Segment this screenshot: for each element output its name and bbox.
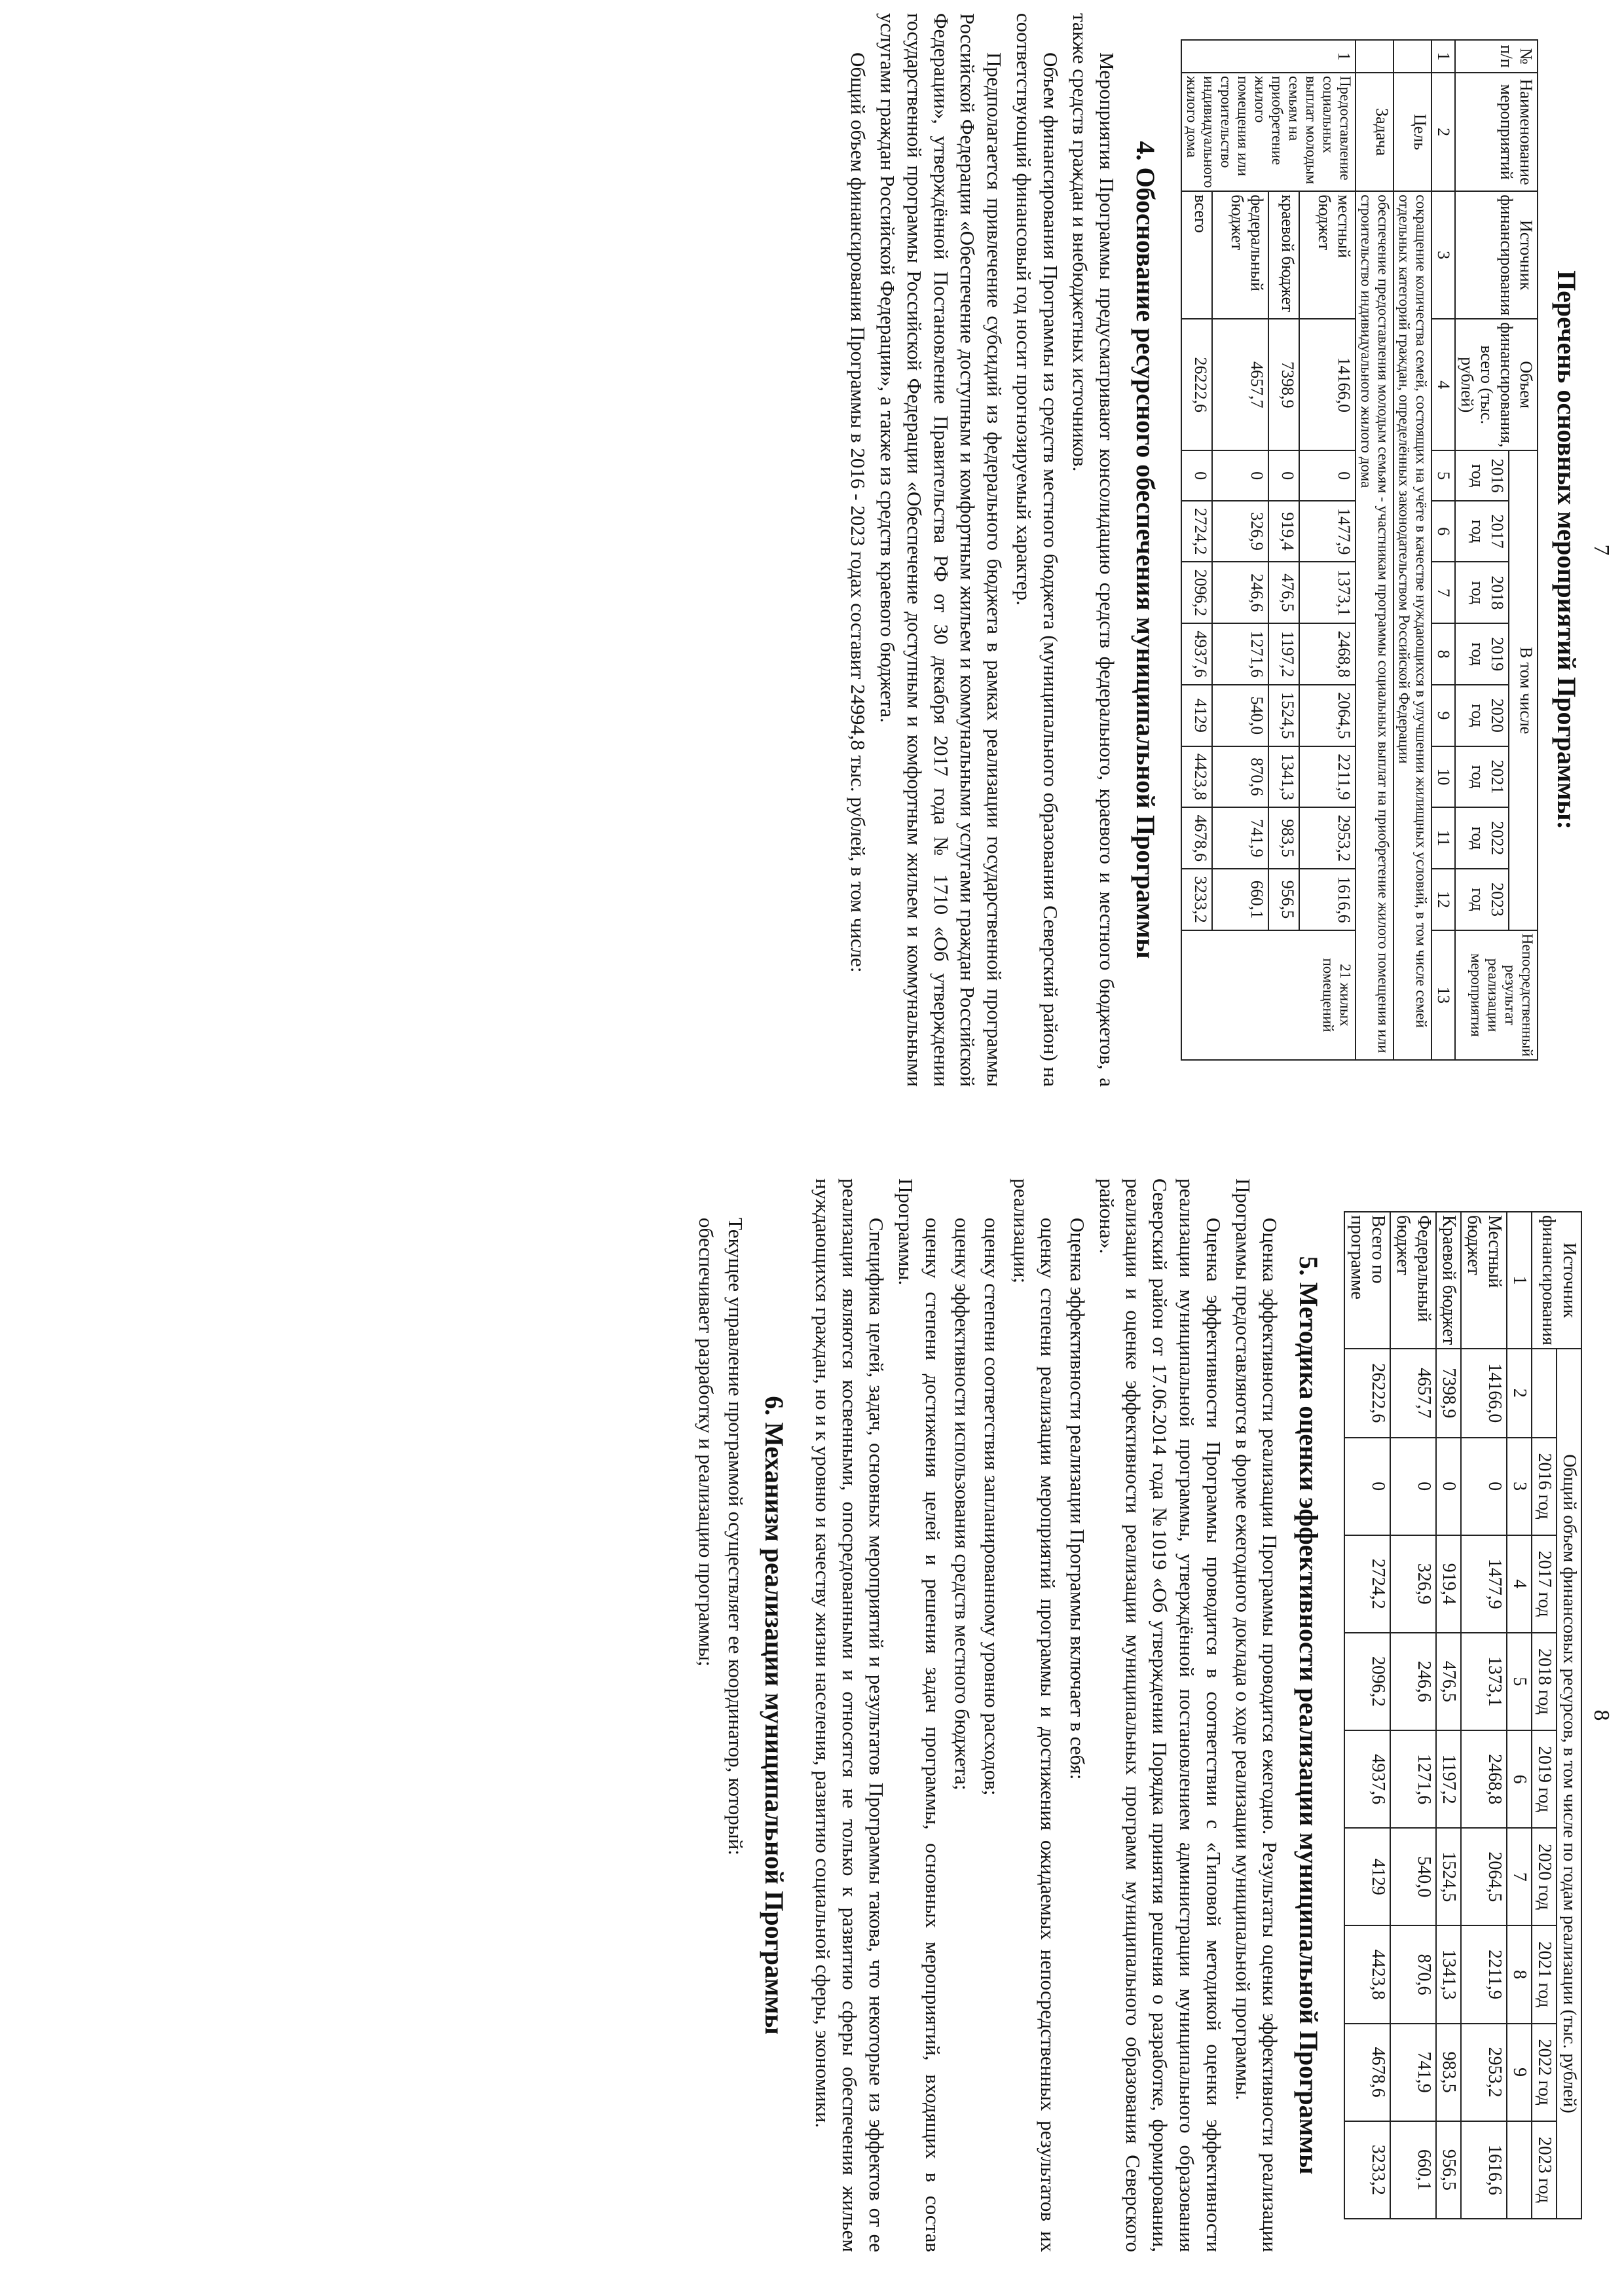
cell-value: 919,4 [1436, 1535, 1461, 1633]
paragraph: Предполагается привлечение субсидий из федерального бюджета в рамках реализации государственной программы Российской Федерации «Обеспечение доступным и комфортным жильем и коммунальными услугами граждан Российской Федерации», утверждённой Постановление Правительства РФ от 30 декабря 2017 года № 1710 «Об утверждении государственной программы Российской Федерации «Обеспечение доступным и комфортным жильем и коммунальными услугами граждан Российской Федерации», а также из средств краевого бюджета. [876, 13, 1006, 1087]
header-source: Источник финансирования [1532, 1212, 1581, 1349]
cell-value: 4423,8 [1344, 1925, 1390, 2023]
cell-value: 1271,6 [1390, 1730, 1436, 1828]
cell-value: 476,5 [1436, 1633, 1461, 1730]
cell-value: 1477,9 [1461, 1535, 1507, 1633]
cell-value: 0 [1344, 1438, 1390, 1535]
col-number: 4 [1431, 319, 1455, 450]
row-total: 26222,6 [1344, 1349, 1390, 1437]
paragraph: Специфика целей, задач, основных мероприятий и результатов Программы такова, что некоторые из эффектов от ее реализации являются косвенными, опосредованными и относятся не только к развитию сферы обеспечения жильем нуждающихся граждан, но и к уровню и качеству жизни населения, развитию социальной сферы, экономики. [811, 1178, 889, 2252]
cell-value: 1616,6 [1299, 869, 1356, 930]
row-total: 14166,0 [1461, 1349, 1507, 1437]
cell-value: 1271,6 [1212, 623, 1268, 685]
cell-value: 0 [1390, 1438, 1436, 1535]
cell-value: 1197,2 [1268, 623, 1299, 685]
cell-value: 1373,1 [1461, 1633, 1507, 1730]
header-year: 2021 год [1532, 1925, 1557, 2023]
cell-value: 2064,5 [1461, 1828, 1507, 1925]
cell-value: 2096,2 [1344, 1633, 1390, 1730]
table-row [1268, 40, 1299, 1060]
section-4-title: 4. Обоснование ресурсного обеспечения муниципальной Программы [1131, 141, 1160, 959]
page-7 [59, 13, 1617, 1087]
paragraph: оценку эффективности использования средств местного бюджета; [951, 1218, 974, 1791]
page-8 [59, 1178, 1617, 2252]
cell-value: 919,4 [1268, 501, 1299, 562]
cell-value: 1616,6 [1461, 2121, 1507, 2219]
cell-value: 2096,2 [1181, 562, 1212, 623]
cell-value: 246,6 [1390, 1633, 1436, 1730]
table-row [1461, 1212, 1507, 2219]
cell-value: 741,9 [1212, 807, 1268, 869]
cell-value: 4678,6 [1181, 807, 1212, 869]
col-number: 1 [1507, 1212, 1532, 1349]
row-source: Федеральный бюджет [1390, 1212, 1436, 1349]
cell-value: 956,5 [1436, 2121, 1461, 2219]
cell-value: 1341,3 [1436, 1925, 1461, 2023]
table-row [1299, 40, 1356, 1060]
header-year: 2021 год [1455, 746, 1509, 808]
table-row [1390, 1212, 1436, 2219]
row-source: Местный бюджет [1461, 1212, 1507, 1349]
cell-value: 0 [1268, 450, 1299, 500]
table-row [1436, 1212, 1461, 2219]
cell-value: 1373,1 [1299, 562, 1356, 623]
row-volume: 14166,0 [1299, 319, 1356, 450]
header-year: 2019 год [1532, 1730, 1557, 1828]
header-year: 2017 год [1455, 501, 1509, 562]
header-source: Источник финансирования [1455, 191, 1538, 319]
paragraph: Оценка эффективности реализации Программы проводится ежегодно. Результаты оценки эффективности реализации Программы предоставляются в форме ежегодного доклада о ходе реализации муниципальной программы. [1232, 1178, 1282, 2252]
col-number: 4 [1507, 1535, 1532, 1633]
cell-value: 956,5 [1268, 869, 1299, 930]
cell-value: 4423,8 [1181, 746, 1212, 808]
col-number: 9 [1431, 685, 1455, 746]
header-year: 2023 год [1455, 869, 1509, 930]
page-title: Перечень основных мероприятий Программы: [1552, 270, 1581, 829]
row-total: 4657,7 [1390, 1349, 1436, 1437]
cell-value: 870,6 [1390, 1925, 1436, 2023]
col-number: 5 [1431, 450, 1455, 500]
col-number: 7 [1507, 1828, 1532, 1925]
paragraph: оценку степени реализации мероприятий программы и достижения ожидаемых непосредственных результатов их реализации; [1009, 1178, 1060, 2252]
cell-value: 3233,2 [1181, 869, 1212, 930]
cell-value: 246,6 [1212, 562, 1268, 623]
table-row [1212, 40, 1268, 1060]
header-year: 2019 год [1455, 623, 1509, 685]
goal-row [1393, 40, 1431, 1060]
row-source: краевой бюджет [1268, 191, 1299, 319]
cell-value: 2724,2 [1181, 501, 1212, 562]
paragraph: Текущее управление программой осуществляет ее координатор, который: [724, 1218, 747, 1855]
paragraph: Оценка эффективности Программы проводится в соответствии с «Типовой методикой оценки эффективности реализации муниципальной программы, утверждённой постановлением администрации муниципального образования Северский район от 17.06.2014 года №1019 «Об утверждении Порядка принятия решения о разработке, формировании, реализации и оценке эффективности реализации муниципальных программ муниципального образования Северского района». [1095, 1178, 1226, 2252]
paragraph: Мероприятия Программы предусматривают консолидацию средств федерального, краевого и местного бюджетов, а также средств граждан и внебюджетных источников. [1069, 13, 1118, 1087]
task-row [1356, 40, 1393, 1060]
header-year: 2020 год [1532, 1828, 1557, 1925]
cell-value: 4678,6 [1344, 2024, 1390, 2121]
cell-value: 2468,8 [1461, 1730, 1507, 1828]
row-volume: 7398,9 [1268, 319, 1299, 450]
cell-value: 4937,6 [1344, 1730, 1390, 1828]
cell-value: 1477,9 [1299, 501, 1356, 562]
cell-value: 4129 [1181, 685, 1212, 746]
page-number: 7 [1589, 544, 1614, 556]
cell-value: 870,6 [1212, 746, 1268, 808]
header-year: 2016 год [1532, 1438, 1557, 1535]
cell-value: 741,9 [1390, 2024, 1436, 2121]
col-number: 7 [1431, 562, 1455, 623]
cell-value: 0 [1212, 450, 1268, 500]
paragraph: оценку степени достижения целей и решения задач программы, основных мероприятий, входящих в состав Программы. [895, 1178, 945, 2252]
cell-value: 476,5 [1268, 562, 1299, 623]
cell-value: 3233,2 [1344, 2121, 1390, 2219]
financing-table [1344, 1211, 1582, 2219]
cell-value: 983,5 [1436, 2024, 1461, 2121]
cell-value: 4937,6 [1181, 623, 1212, 685]
row-total: 7398,9 [1436, 1349, 1461, 1437]
col-number: 3 [1507, 1438, 1532, 1535]
cell-value: 983,5 [1268, 807, 1299, 869]
goal-text: сокращение количества семей, состоящих на учёте в качестве нуждающихся в улучшении жилищных условий, в том числе семей отдельных категорий граждан, определённых законодательством Российской Федерации [1393, 191, 1431, 1060]
header-name: Наименование мероприятий [1455, 73, 1538, 191]
header-num: № п/п [1455, 40, 1538, 73]
header-year: 2022 год [1532, 2024, 1557, 2121]
paragraph: Объем финансирования Программы из средств местного бюджета (муниципального образования Северский район) на соответствующий финансовый год носит прогнозируемый характер. [1012, 13, 1063, 1087]
col-number: 8 [1431, 623, 1455, 685]
cell-value: 2211,9 [1461, 1925, 1507, 2023]
row-source: всего [1181, 191, 1212, 319]
cell-value: 0 [1436, 1438, 1461, 1535]
cell-value: 2211,9 [1299, 746, 1356, 808]
cell-value: 326,9 [1212, 501, 1268, 562]
cell-value: 1197,2 [1436, 1730, 1461, 1828]
cell-value: 0 [1461, 1438, 1507, 1535]
cell-value: 1341,3 [1268, 746, 1299, 808]
row-source: местный бюджет [1299, 191, 1356, 319]
header-incl: В том числе [1509, 450, 1538, 930]
col-number: 11 [1431, 807, 1455, 869]
col-number: 5 [1507, 1633, 1532, 1730]
row-name: Предоставление социальных выплат молодым семьям на приобретение жилого помещения или строительство индивидуального жилого дома [1181, 73, 1356, 191]
activities-table [1181, 39, 1538, 1061]
header-year: 2016 год [1455, 450, 1509, 500]
task-label: Задача [1356, 73, 1393, 191]
row-result: 21 жилых помещений [1181, 930, 1356, 1060]
header-result: Непосредственный результат реализации мероприятия [1455, 930, 1538, 1060]
cell-value: 660,1 [1212, 869, 1268, 930]
paragraph: оценку степени соответствия запланированному уровню расходов; [980, 1218, 1003, 1796]
col-number: 9 [1507, 2024, 1532, 2121]
paragraph: обеспечивает разработку и реализацию программы; [694, 1218, 718, 1667]
row-source: Краевой бюджет [1436, 1212, 1461, 1349]
row-num: 1 [1181, 40, 1356, 73]
cell-value: 2953,2 [1461, 2024, 1507, 2121]
cell-value: 2724,2 [1344, 1535, 1390, 1633]
task-text: обеспечение предоставления молодым семьям - участникам программы социальных выплат на приобретение жилого помещения или строительство индивидуального жилого дома [1356, 191, 1393, 1060]
col-number: 2 [1507, 1349, 1532, 1437]
table-row [1181, 40, 1212, 1060]
col-number: 3 [1431, 191, 1455, 319]
cell-value: 0 [1299, 450, 1356, 500]
cell-value: 2953,2 [1299, 807, 1356, 869]
header-year: 2022 год [1455, 807, 1509, 869]
header-volume: Объем финансирования, всего (тыс. рублей) [1455, 319, 1538, 450]
cell-value: 1524,5 [1268, 685, 1299, 746]
cell-value: 660,1 [1390, 2121, 1436, 2219]
col-number: 12 [1431, 869, 1455, 930]
col-number: 1 [1431, 40, 1455, 73]
paragraph: Оценка эффективности реализации Программы включает в себя: [1065, 1218, 1089, 1780]
table-row [1344, 1212, 1390, 2219]
goal-label: Цель [1393, 73, 1431, 191]
column-numbers-row [1431, 40, 1455, 1060]
section-5-title: 5. Методика оценки эффективности реализации муниципальной Программы [1294, 1256, 1323, 2175]
cell-value: 1524,5 [1436, 1828, 1461, 1925]
col-number: 6 [1431, 501, 1455, 562]
cell-value: 4129 [1344, 1828, 1390, 1925]
col-number: 8 [1507, 1925, 1532, 2023]
row-volume: 4657,7 [1212, 319, 1268, 450]
cell-value: 2064,5 [1299, 685, 1356, 746]
paragraph: Общий объем финансирования Программы в 2016 - 2023 годах составит 24994,8 тыс. рублей, в том числе: [846, 52, 870, 973]
col-number: 6 [1507, 1730, 1532, 1828]
header-year: 2023 год [1532, 2121, 1557, 2219]
header-total: Общий объем финансовых ресурсов, в том числе по годам реализации (тыс. рублей) [1557, 1349, 1581, 2219]
cell-value: 540,0 [1212, 685, 1268, 746]
row-volume: 26222,6 [1181, 319, 1212, 450]
cell-value: 326,9 [1390, 1535, 1436, 1633]
header-year: 2018 год [1532, 1633, 1557, 1730]
cell-value: 0 [1181, 450, 1212, 500]
header-year: 2018 год [1455, 562, 1509, 623]
page-number: 8 [1589, 1709, 1614, 1721]
cell-value: 540,0 [1390, 1828, 1436, 1925]
row-source: Всего по программе [1344, 1212, 1390, 1349]
col-number: 2 [1431, 73, 1455, 191]
section-6-title: 6. Механизм реализации муниципальной Программы [759, 1396, 789, 2035]
header-year: 2017 год [1532, 1535, 1557, 1633]
col-number: 13 [1431, 930, 1455, 1060]
header-year: 2020 год [1455, 685, 1509, 746]
column-numbers-row [1507, 1212, 1532, 2219]
row-source: федеральный бюджет [1212, 191, 1268, 319]
col-number: 10 [1431, 746, 1455, 808]
cell-value: 2468,8 [1299, 623, 1356, 685]
